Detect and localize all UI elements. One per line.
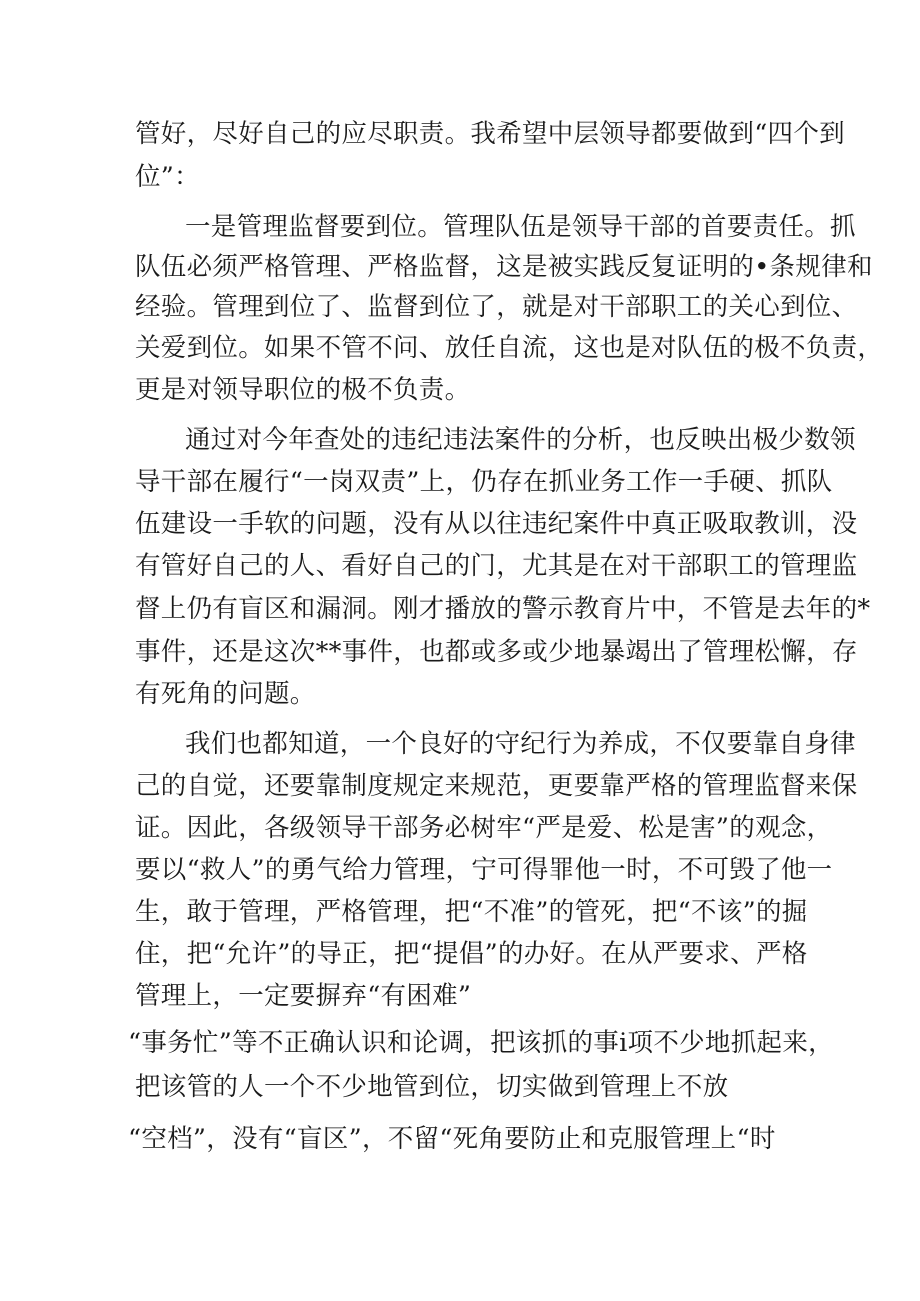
text-line: 有管好自己的人、看好自己的门，尤其是在对干部职工的管理监: [135, 551, 858, 581]
text-line: 伍建设一手软的问题，没有从以往违纪案件中真正吸取教训，没: [135, 509, 858, 539]
text-line: 证。因此，各级领导干部务必树牢“严是爱、松是害”的观念，: [135, 813, 833, 843]
text-line: 把该管的人一个不少地管到位，切实做到管理上不放: [135, 1072, 729, 1102]
text-line: 管好，尽好自己的应尽职责。我希望中层领导都要做到“四个到: [135, 119, 845, 149]
text-line: 有死角的问题。: [135, 679, 316, 709]
text-line: 关爱到位。如果不管不问、放任自流，这也是对队伍的极不负责，: [135, 333, 884, 363]
text-line: “事务忙”等不正确认识和论调，把该抓的事i项不少地抓起来，: [128, 1028, 834, 1058]
text-line: 督上仍有盲区和漏洞。刚才播放的警示教育片中，不管是去年的*: [135, 594, 871, 624]
text-line: 管理上，一定要摒弃“有困难”: [135, 981, 472, 1011]
text-line: 导干部在履行“一岗双责”上，仍存在抓业务工作一手硬、抓队: [135, 467, 833, 497]
text-line: 己的自觉，还要靠制度规定来规范，更要靠严格的管理监督来保: [135, 771, 858, 801]
text-line: 要以“救人”的勇气给力管理，宁可得罪他一时，不可毁了他一: [135, 855, 833, 885]
text-line: 更是对领导职位的极不负责。: [135, 375, 471, 405]
text-line: “空档”，没有“盲区”，不留“死角要防止和克服管理上“时: [128, 1124, 776, 1154]
text-line: 位”：: [135, 162, 200, 192]
text-line: 一是管理监督要到位。管理队伍是领导干部的首要责任。抓: [185, 212, 856, 242]
text-line: 队伍必须严格管理、严格监督，这是被实践反复证明的•条规律和: [135, 252, 873, 282]
text-line: 生，敢于管理，严格管理，把“不准”的管死，把“不该”的掘: [135, 897, 808, 927]
text-line: 通过对今年查处的违纪违法案件的分析，也反映出极少数领: [185, 425, 856, 455]
text-line: 经验。管理到位了、监督到位了，就是对干部职工的关心到位、: [135, 292, 858, 322]
text-line: 住，把“允许”的导正，把“提倡”的办好。在从严要求、严格: [135, 939, 808, 969]
text-line: 事件，还是这次**事件，也都或多或少地暴竭出了管理松懈，存: [135, 637, 858, 667]
text-line: 我们也都知道，一个良好的守纪行为养成，不仅要靠自身律: [185, 729, 856, 759]
